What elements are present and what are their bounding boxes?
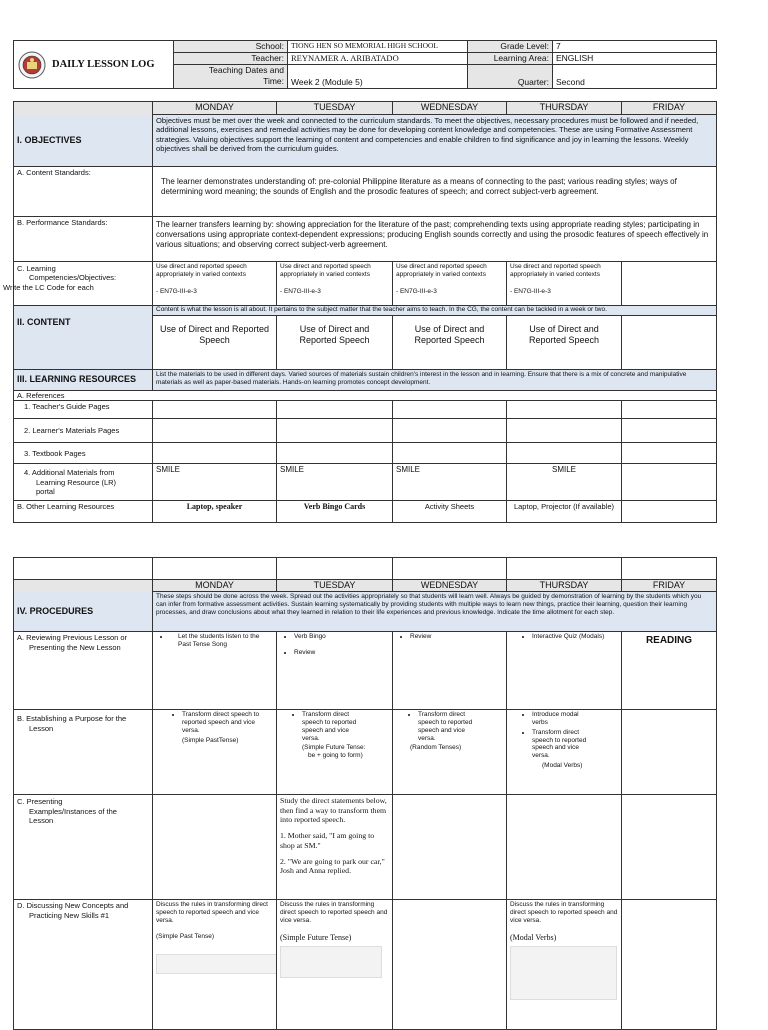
step-b-friday bbox=[622, 710, 717, 795]
competency-tuesday-code: - EN7G-III-e-3 bbox=[280, 287, 321, 295]
step-c-line2: Examples/Instances of the bbox=[29, 806, 117, 816]
content-note: Content is what the lesson is all about. It pertains to the subject matter that the teacher aims to teach. In the CG, the content can be tackled in a week or two. bbox=[153, 306, 717, 316]
day-tuesday-2: TUESDAY bbox=[277, 580, 393, 592]
procedures-table bbox=[13, 557, 717, 1030]
competency-thursday-code: - EN7G-III-e-3 bbox=[510, 287, 551, 295]
step-a-line2: Presenting the New Lesson bbox=[29, 642, 121, 652]
corner-cell-2 bbox=[14, 580, 153, 592]
competencies-label-line1: C. Learning bbox=[17, 264, 56, 273]
step-b-thursday bbox=[507, 710, 622, 795]
competency-tuesday bbox=[277, 262, 393, 306]
step-b-wednesday-item: • Transform direct speech to reported speech and vice versa. bbox=[418, 711, 477, 742]
step-a-tuesday-item1: • Verb Bingo bbox=[294, 633, 389, 641]
step-a-wednesday bbox=[393, 632, 507, 710]
step-b-tuesday bbox=[277, 710, 393, 795]
content-standards-label: A. Content Standards: bbox=[14, 167, 153, 217]
step-b-monday bbox=[153, 710, 277, 795]
step-d-monday-text: Discuss the rules in transforming direct speech to reported speech and vice versa. bbox=[156, 901, 268, 924]
content-tuesday: Use of Direct and Reported Speech bbox=[277, 316, 393, 370]
resources-note: List the materials to be used in different days. Varied sources of materials sustain children's interest in the lesson and in learning. Ensure that there is a mix of concrete and manipulative materials as well as paper-based materials. Hands-on learning promotes concept development. bbox=[153, 370, 717, 391]
step-b-tuesday-tag2: be + going to form) bbox=[308, 752, 363, 760]
blank-top-4 bbox=[507, 558, 622, 580]
tg-friday bbox=[622, 401, 717, 419]
teacher-label: Teacher: bbox=[174, 53, 288, 65]
references-label: A. References bbox=[14, 391, 717, 401]
step-d-tuesday bbox=[277, 900, 393, 1030]
step-b-thursday-tag: (Modal Verbs) bbox=[542, 762, 583, 770]
teacher-value: REYNAMER A. ARIBATADO bbox=[288, 53, 468, 65]
content-heading-cell bbox=[14, 306, 153, 370]
lm-thursday bbox=[507, 419, 622, 443]
competency-monday bbox=[153, 262, 277, 306]
step-c-line1: C. Presenting bbox=[17, 797, 63, 807]
step-b-tuesday-item: • Transform direct speech to reported speech and vice versa. bbox=[302, 711, 359, 742]
step-a-line1: A. Reviewing Previous Lesson or bbox=[17, 633, 128, 643]
resources-heading: III. LEARNING RESOURCES bbox=[14, 370, 153, 391]
step-a-monday-item: • Let the students listen to the Past Tense Song bbox=[170, 633, 273, 649]
smile-friday bbox=[622, 464, 717, 501]
competency-thursday bbox=[507, 262, 622, 306]
day-wednesday-2: WEDNESDAY bbox=[393, 580, 507, 592]
day-friday-2: FRIDAY bbox=[622, 580, 717, 592]
day-thursday-2: THURSDAY bbox=[507, 580, 622, 592]
tg-pages-label: 1. Teacher's Guide Pages bbox=[14, 401, 153, 419]
textbook-tuesday bbox=[277, 443, 393, 464]
lm-wednesday bbox=[393, 419, 507, 443]
step-c-thursday bbox=[507, 795, 622, 900]
additional-line1: 4. Additional Materials from bbox=[24, 468, 115, 478]
day-wednesday: WEDNESDAY bbox=[393, 102, 507, 115]
lm-monday bbox=[153, 419, 277, 443]
step-c-wednesday bbox=[393, 795, 507, 900]
step-b-thursday-item1: • Introduce modal verbs bbox=[532, 711, 588, 727]
smile-tuesday: SMILE bbox=[277, 464, 393, 501]
competency-tuesday-text: Use direct and reported speech appropriately in varied contexts bbox=[280, 263, 371, 278]
school-label: School: bbox=[174, 41, 288, 53]
other-friday bbox=[622, 501, 717, 523]
step-c-friday bbox=[622, 795, 717, 900]
procedures-note: These steps should be done across the week. Spread out the activities appropriately so that students will learn well. Always be guided by demonstration of learning by the students which you can infer from formative assessment activities. Sustain learning systematically by providing students with multiple ways to learn new things, practice their learning, question their learning processes, and draw conclusions about what they learned in relation to their life experiences and previous knowledge. Indicate the time allotment for each step. bbox=[153, 592, 717, 632]
competencies-label-line3: Write the LC Code for each bbox=[3, 282, 94, 292]
procedures-heading: IV. PROCEDURES bbox=[14, 592, 153, 632]
step-d-monday bbox=[153, 900, 277, 1030]
step-b-label bbox=[14, 710, 153, 795]
step-d-friday bbox=[622, 900, 717, 1030]
blank-top-1 bbox=[153, 558, 277, 580]
competencies-label bbox=[3, 262, 153, 306]
table-thumbnail-image bbox=[510, 946, 617, 1000]
competency-friday bbox=[622, 262, 717, 306]
step-d-thursday-text: Discuss the rules in transforming direct speech to reported speech and vice versa. bbox=[510, 901, 618, 924]
day-monday: MONDAY bbox=[153, 102, 277, 115]
area-label: Learning Area: bbox=[468, 53, 553, 65]
additional-materials-label bbox=[14, 464, 153, 501]
objectives-text: Objectives must be met over the week and connected to the curriculum standards. To meet the objectives, necessary procedures must be followed and if needed, additional lessons, exercises and remedial activities may be done for developing content knowledge and competencies. These are using Formative Assessment strategies. Valuing objectives support the learning of content and competencies and enable children to find significance and joy in learning the lessons. Weekly objectives shall be derived from the curriculum guides. bbox=[153, 115, 717, 167]
step-a-thursday bbox=[507, 632, 622, 710]
content-friday bbox=[622, 316, 717, 370]
step-b-thursday-item2: • Transform direct speech to reported speech and vice versa. bbox=[532, 729, 588, 760]
step-a-wednesday-item: • Review bbox=[410, 633, 503, 641]
performance-standards-text: The learner transfers learning by: showing appreciation for the literature of the past; comprehending texts using appropriate reading styles; participating in conversations using appropriate context-dependent expressions; producing English sounds correctly and using the prosodic features of speech effectively in various situations; and observing correct subject-verb agreement. bbox=[153, 217, 717, 262]
step-b-line2: Lesson bbox=[29, 723, 54, 733]
competency-monday-text: Use direct and reported speech appropriately in varied contexts bbox=[156, 263, 247, 278]
step-d-tuesday-text: Discuss the rules in transforming direct speech to reported speech and vice versa. bbox=[280, 901, 388, 924]
lm-tuesday bbox=[277, 419, 393, 443]
lm-pages-label: 2. Learner's Materials Pages bbox=[14, 419, 153, 443]
tg-thursday bbox=[507, 401, 622, 419]
step-d-line1: D. Discussing New Concepts and bbox=[17, 901, 129, 911]
corner-cell bbox=[14, 102, 153, 115]
step-b-wednesday bbox=[393, 710, 507, 795]
blank-top-0 bbox=[14, 558, 153, 580]
day-thursday: THURSDAY bbox=[507, 102, 622, 115]
competency-thursday-text: Use direct and reported speech appropriately in varied contexts bbox=[510, 263, 601, 278]
header-brand bbox=[14, 41, 174, 89]
step-c-tuesday bbox=[277, 795, 393, 900]
step-a-monday bbox=[153, 632, 277, 710]
dates-label bbox=[174, 65, 288, 89]
other-tuesday: Verb Bingo Cards bbox=[277, 501, 393, 523]
additional-line3: portal bbox=[36, 487, 55, 497]
content-thursday: Use of Direct and Reported Speech bbox=[507, 316, 622, 370]
step-a-tuesday bbox=[277, 632, 393, 710]
dates-label-line1: Teaching Dates and bbox=[208, 65, 284, 75]
content-monday: Use of Direct and Reported Speech bbox=[153, 316, 277, 370]
textbook-monday bbox=[153, 443, 277, 464]
competency-wednesday bbox=[393, 262, 507, 306]
objectives-table bbox=[3, 101, 717, 523]
other-resources-label: B. Other Learning Resources bbox=[14, 501, 153, 523]
step-b-monday-tag: (Simple PastTense) bbox=[182, 736, 239, 744]
performance-standards-label: B. Performance Standards: bbox=[14, 217, 153, 262]
smile-wednesday: SMILE bbox=[393, 464, 507, 501]
quarter-label: Quarter: bbox=[468, 65, 553, 89]
step-d-thursday-tag: (Modal Verbs) bbox=[510, 932, 557, 942]
competency-wednesday-code: - EN7G-III-e-3 bbox=[396, 287, 437, 295]
tg-wednesday bbox=[393, 401, 507, 419]
step-d-tuesday-tag: (Simple Future Tense) bbox=[280, 932, 352, 942]
step-c-label bbox=[14, 795, 153, 900]
step-c-tuesday-example1: 1. Mother said, "I am going to shop at SM." bbox=[280, 831, 375, 850]
dates-value: Week 2 (Module 5) bbox=[288, 65, 468, 89]
table-thumbnail-image bbox=[156, 954, 277, 974]
step-c-tuesday-instruction: Study the direct statements below, then find a way to transform them into reported speech. bbox=[280, 796, 387, 824]
day-friday: FRIDAY bbox=[622, 102, 717, 115]
blank-top-5 bbox=[622, 558, 717, 580]
step-c-monday bbox=[153, 795, 277, 900]
grade-value: 7 bbox=[553, 41, 717, 53]
deped-seal-icon bbox=[18, 51, 46, 79]
content-wednesday: Use of Direct and Reported Speech bbox=[393, 316, 507, 370]
step-d-wednesday bbox=[393, 900, 507, 1030]
textbook-pages-label: 3. Textbook Pages bbox=[14, 443, 153, 464]
tg-tuesday bbox=[277, 401, 393, 419]
step-a-thursday-item: • Interactive Quiz (Modals) bbox=[532, 633, 618, 641]
header-table bbox=[13, 40, 717, 89]
step-a-friday: READING bbox=[622, 632, 717, 710]
day-tuesday: TUESDAY bbox=[277, 102, 393, 115]
step-b-tuesday-tag1: (Simple Future Tense: bbox=[302, 744, 366, 752]
competency-monday-code: - EN7G-III-e-3 bbox=[156, 287, 197, 295]
tg-monday bbox=[153, 401, 277, 419]
area-value: ENGLISH bbox=[553, 53, 717, 65]
step-d-monday-tag: (Simple Past Tense) bbox=[156, 932, 215, 940]
lm-friday bbox=[622, 419, 717, 443]
day-monday-2: MONDAY bbox=[153, 580, 277, 592]
textbook-friday bbox=[622, 443, 717, 464]
step-d-line2: Practicing New Skills #1 bbox=[29, 910, 110, 920]
step-a-label bbox=[14, 632, 153, 710]
competency-wednesday-text: Use direct and reported speech appropriately in varied contexts bbox=[396, 263, 487, 278]
step-d-label bbox=[14, 900, 153, 1030]
lesson-log-title: DAILY LESSON LOG bbox=[52, 58, 155, 70]
quarter-value: Second bbox=[553, 65, 717, 89]
other-wednesday: Activity Sheets bbox=[393, 501, 507, 523]
textbook-thursday bbox=[507, 443, 622, 464]
content-standards-text: The learner demonstrates understanding of: pre-colonial Philippine literature as a means of connecting to the past; various reading styles; ways of determining word meaning; the sounds of English and the prosodic features of speech; and correct subject-verb agreement. bbox=[153, 167, 717, 217]
competencies-label-line2: Competencies/Objectives: bbox=[29, 273, 117, 283]
school-value: TIONG HEN SO MEMORIAL HIGH SCHOOL bbox=[288, 41, 468, 53]
step-c-tuesday-example2: 2. "We are going to park our car," Josh and Anna replied. bbox=[280, 856, 385, 876]
blank-top-2 bbox=[277, 558, 393, 580]
step-b-monday-item: • Transform direct speech to reported speech and vice versa. bbox=[182, 711, 261, 734]
other-thursday: Laptop, Projector (If available) bbox=[507, 501, 622, 523]
other-monday: Laptop, speaker bbox=[153, 501, 277, 523]
additional-line2: Learning Resource (LR) bbox=[36, 477, 117, 487]
dates-label-line2: Time: bbox=[263, 76, 284, 87]
step-c-line3: Lesson bbox=[29, 816, 54, 825]
smile-monday: SMILE bbox=[153, 464, 277, 501]
step-a-tuesday-item2: • Review bbox=[294, 649, 389, 657]
grade-label: Grade Level: bbox=[468, 41, 553, 53]
step-b-wednesday-tag: (Random Tenses) bbox=[410, 744, 462, 752]
table-thumbnail-image bbox=[280, 946, 382, 978]
objectives-heading: I. OBJECTIVES bbox=[14, 115, 153, 167]
smile-thursday: SMILE bbox=[507, 464, 622, 501]
step-d-thursday bbox=[507, 900, 622, 1030]
content-heading: II. CONTENT bbox=[17, 317, 71, 327]
textbook-wednesday bbox=[393, 443, 507, 464]
blank-top-3 bbox=[393, 558, 507, 580]
step-b-line1: B. Establishing a Purpose for the bbox=[17, 714, 127, 724]
